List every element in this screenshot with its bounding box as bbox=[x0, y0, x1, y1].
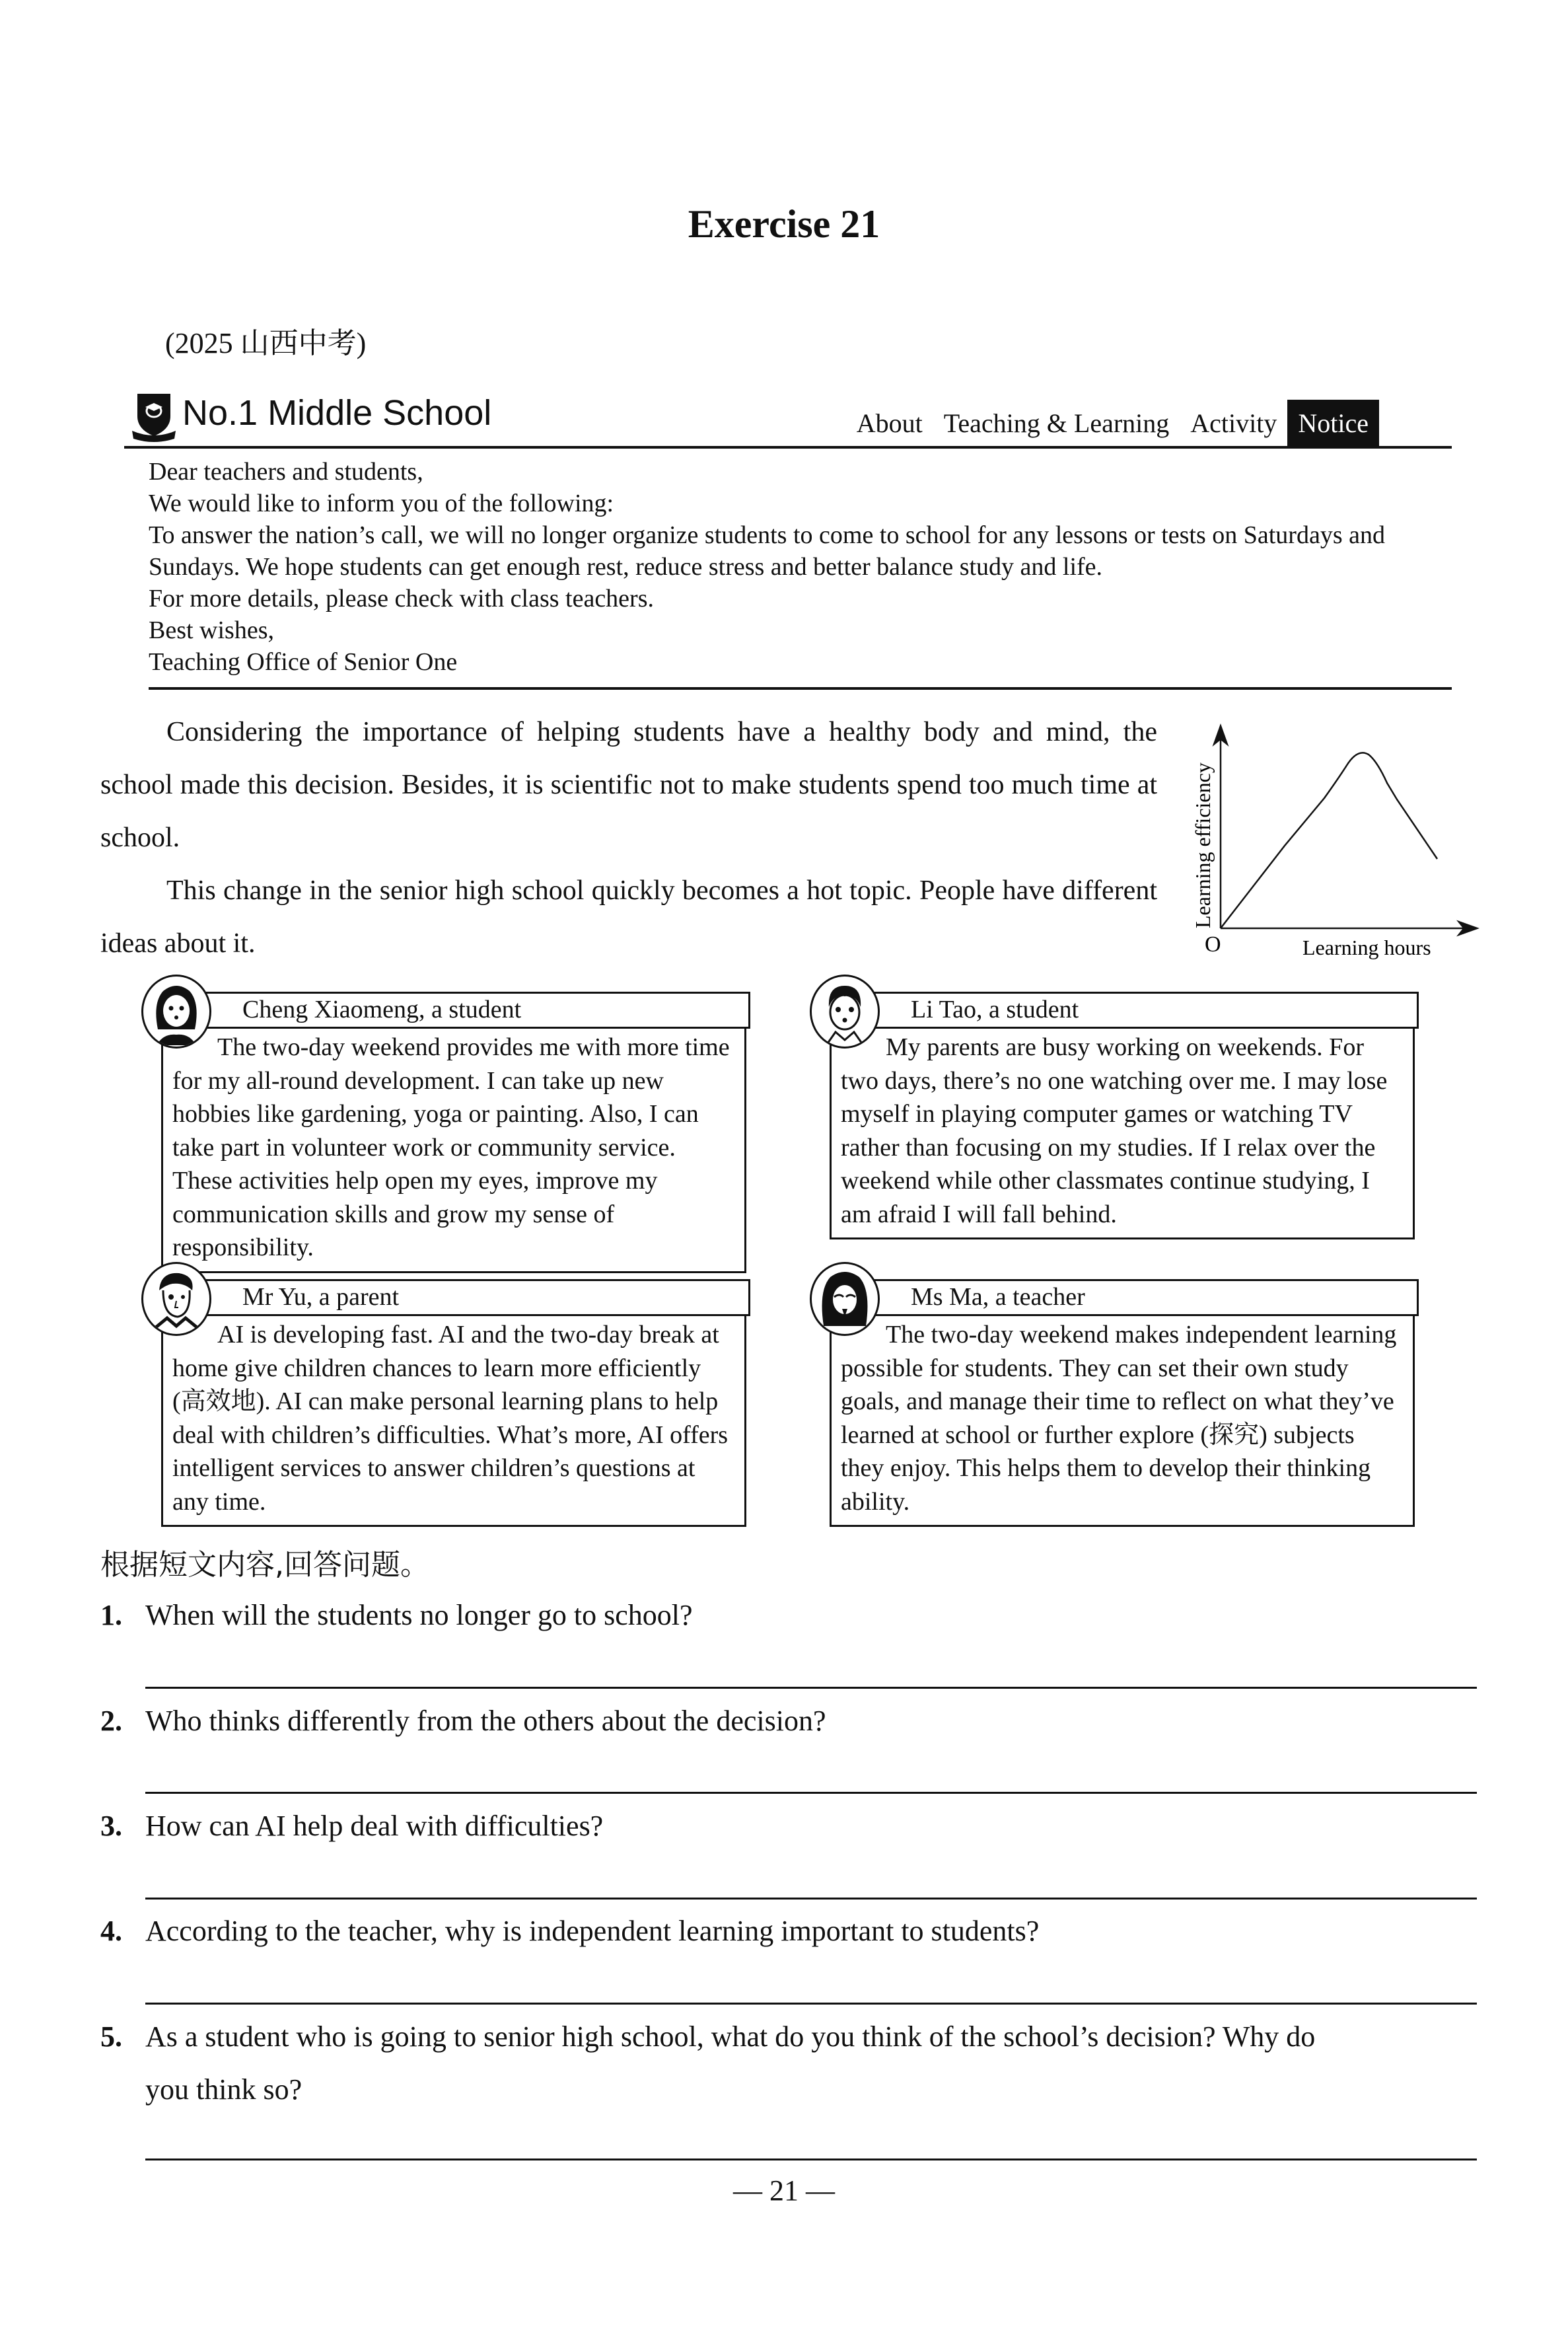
notice-body bbox=[149, 456, 1456, 678]
nav-activity[interactable]: Activity bbox=[1190, 408, 1277, 438]
question-1 bbox=[100, 1589, 1474, 1642]
speaker-name: Ms Ma, a teacher bbox=[911, 1283, 1085, 1311]
question-text: As a student who is going to senior high school, what do you think of the school’s decision? Why do bbox=[145, 2020, 1316, 2053]
y-axis-label: Learning efficiency bbox=[1191, 762, 1215, 928]
passage bbox=[100, 706, 1157, 970]
speaker-name: Cheng Xiaomeng, a student bbox=[242, 996, 522, 1023]
nav-teaching-learning[interactable]: Teaching & Learning bbox=[943, 408, 1170, 438]
speaker-name: Li Tao, a student bbox=[911, 996, 1079, 1023]
question-text: When will the students no longer go to school? bbox=[145, 1599, 693, 1631]
exam-source: (2025 山西中考) bbox=[165, 327, 367, 359]
page-title: Exercise 21 bbox=[688, 202, 880, 246]
speaker-name: Mr Yu, a parent bbox=[242, 1283, 400, 1311]
opinion-text: The two-day weekend makes independent learning possible for students. They can set their own study goals, and manage their time to reflect on what they’ve learned at school or further explore (探究) subjects they enjoy. This helps them to develop their thinking ability. bbox=[830, 1314, 1415, 1527]
opinion-card-mr-yu bbox=[132, 1262, 746, 1533]
question-text: According to the teacher, why is independent learning important to students? bbox=[145, 1915, 1040, 1947]
opinion-card-li-tao bbox=[801, 975, 1415, 1239]
answer-line-4[interactable] bbox=[145, 2003, 1477, 2005]
questions-instruction: 根据短文内容,回答问题。 bbox=[100, 1548, 429, 1582]
question-4 bbox=[100, 1905, 1474, 1958]
opinion-text: The two-day weekend provides me with more time for my all-round development. I can take up new hobbies like gardening, yoga or painting. Also, I can take part in volunteer work or community service. These activities help open my eyes, improve my communication skills and grow my sense of responsibility. bbox=[161, 1027, 746, 1273]
opinion-text: AI is developing fast. AI and the two-day break at home give children chances to learn more efficiently (高效地). AI can make personal learning plans to help deal with children’s difficulties. What’s more, AI offers intelligent services to answer children’s questions at any time. bbox=[161, 1314, 746, 1527]
answer-line-1[interactable] bbox=[145, 1687, 1477, 1689]
notice-content: To answer the nation’s call, we will no longer organize students to come to school for any lessons or tests on Saturdays and Sundays. We hope students can get enough rest, reduce stress and better balance study and life. bbox=[149, 521, 1385, 581]
opinion-card-ms-ma bbox=[801, 1262, 1415, 1533]
page-number: — 21 — bbox=[733, 2174, 835, 2207]
opinion-card-cheng-xiaomeng bbox=[132, 975, 746, 1261]
question-number: 1. bbox=[100, 1599, 122, 1631]
notice-divider bbox=[149, 687, 1452, 690]
notice-greeting: Dear teachers and students, bbox=[149, 458, 423, 486]
school-name: No.1 Middle School bbox=[182, 393, 492, 433]
question-text: Who thinks differently from the others about the decision? bbox=[145, 1705, 826, 1737]
notice-intro: We would like to inform you of the following: bbox=[149, 490, 614, 517]
speaker-header bbox=[161, 992, 750, 1029]
x-axis-label: Learning hours bbox=[1302, 936, 1431, 959]
question-text-continued: you think so? bbox=[145, 2073, 303, 2106]
notice-signature: Teaching Office of Senior One bbox=[149, 648, 458, 676]
question-3 bbox=[100, 1800, 1474, 1853]
question-2 bbox=[100, 1695, 1474, 1748]
answer-line-5[interactable] bbox=[145, 2159, 1477, 2160]
woman-teacher-avatar-icon bbox=[810, 1262, 880, 1336]
man-parent-avatar-icon bbox=[141, 1262, 211, 1336]
answer-line-3[interactable] bbox=[145, 1898, 1477, 1900]
question-number: 2. bbox=[100, 1705, 122, 1737]
question-5 bbox=[100, 2011, 1474, 2116]
speaker-header bbox=[161, 1279, 750, 1316]
school-crest-icon bbox=[131, 391, 177, 443]
speaker-header bbox=[830, 1279, 1419, 1316]
learning-efficiency-chart bbox=[1176, 700, 1479, 965]
opinion-text: My parents are busy working on weekends. For two days, there’s no one watching over me. I may lose myself in playing computer games or watching TV rather than focusing on my studies. If I relax over the weekend while other classmates continue studying, I am afraid I will fall behind. bbox=[830, 1027, 1415, 1239]
site-nav bbox=[846, 390, 1379, 446]
answer-line-2[interactable] bbox=[145, 1792, 1477, 1794]
boy-student-avatar-icon bbox=[810, 975, 880, 1049]
notice-closing: Best wishes, bbox=[149, 616, 274, 644]
notice-details: For more details, please check with class teachers. bbox=[149, 585, 654, 612]
question-number: 3. bbox=[100, 1810, 122, 1842]
question-number: 4. bbox=[100, 1915, 122, 1947]
origin-label: O bbox=[1205, 932, 1221, 957]
nav-about[interactable]: About bbox=[856, 408, 923, 438]
question-number: 5. bbox=[100, 2020, 122, 2053]
website-header bbox=[124, 390, 1452, 449]
question-text: How can AI help deal with difficulties? bbox=[145, 1810, 604, 1842]
speaker-header bbox=[830, 992, 1419, 1029]
passage-paragraph: This change in the senior high school quickly becomes a hot topic. People have different ideas about it. bbox=[100, 875, 1157, 959]
nav-notice[interactable]: Notice bbox=[1287, 400, 1379, 446]
girl-student-avatar-icon bbox=[141, 975, 211, 1049]
passage-paragraph: Considering the importance of helping students have a healthy body and mind, the school made this decision. Besides, it is scientific not to make students spend too much time at school. bbox=[100, 717, 1157, 853]
efficiency-curve bbox=[1221, 753, 1437, 928]
